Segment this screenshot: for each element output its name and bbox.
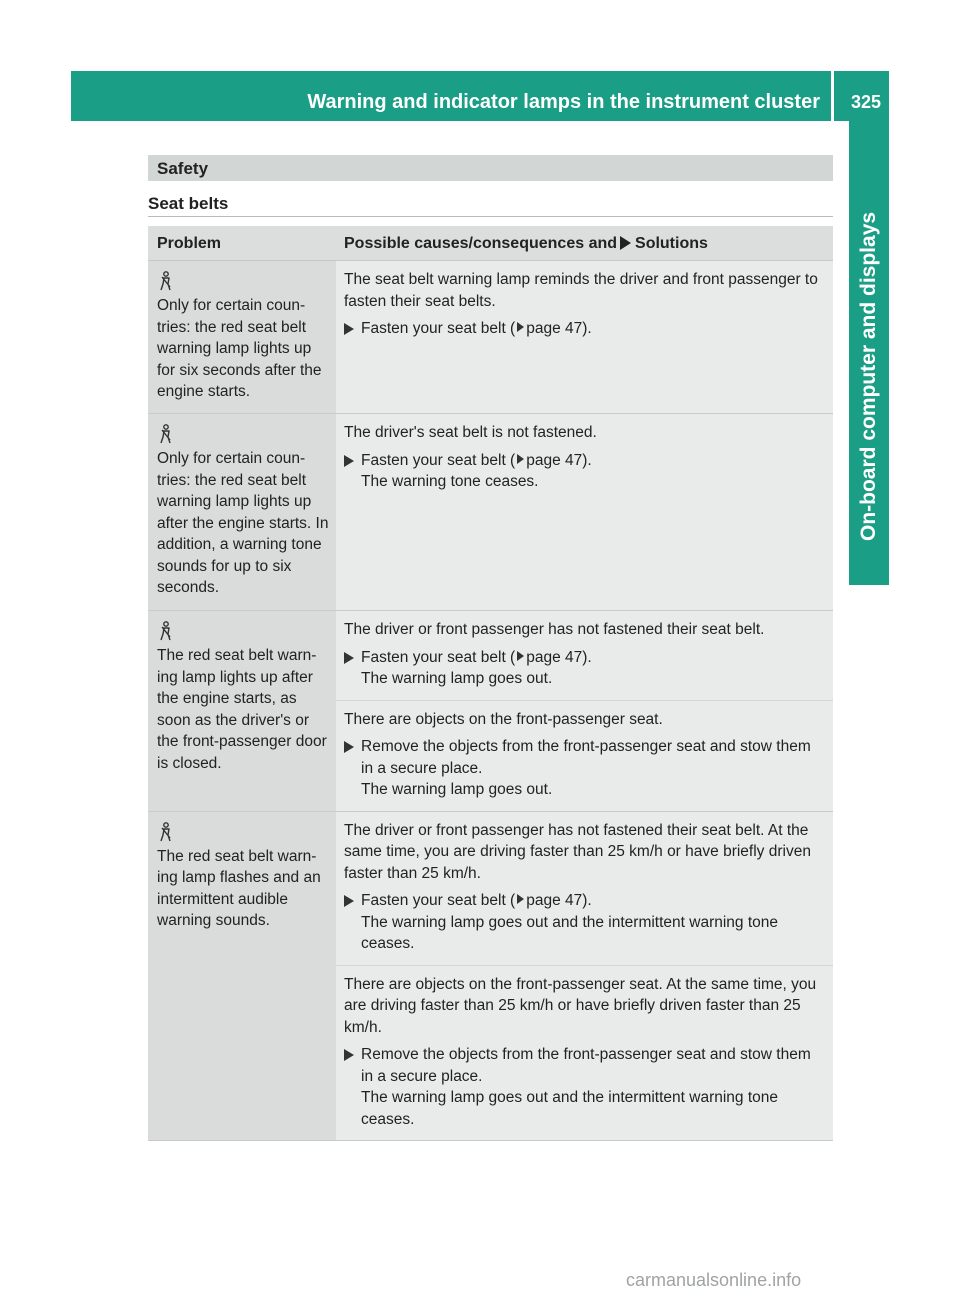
problem-cell bbox=[148, 611, 336, 811]
section-header bbox=[148, 155, 833, 181]
action-arrow-icon bbox=[344, 652, 354, 664]
header-divider bbox=[831, 71, 834, 121]
cause-text: The driver's seat belt is not fastened. bbox=[344, 424, 597, 441]
problem-cell bbox=[148, 812, 336, 1141]
step-text: Remove the objects from the front-passenger seat and stow them in a secure place. bbox=[361, 738, 811, 777]
solution-cell bbox=[336, 414, 833, 610]
action-step bbox=[344, 1044, 827, 1130]
table-header bbox=[148, 226, 833, 261]
cause-text: There are objects on the front-passenger seat. bbox=[344, 710, 663, 728]
action-arrow-icon bbox=[620, 236, 631, 250]
action-arrow-icon bbox=[344, 741, 354, 753]
chapter-tab-text: On-board computer and displays bbox=[857, 211, 880, 541]
column-header-problem: Problem bbox=[157, 235, 222, 252]
action-arrow-icon bbox=[344, 455, 354, 467]
problem-cell bbox=[148, 414, 336, 610]
step-text: Fasten your seat belt ( bbox=[361, 451, 516, 469]
problem-text: Only for certain coun-tries: the red seat belt warning lamp lights up for six seconds after the engine starts. bbox=[157, 297, 322, 400]
cause-block bbox=[336, 611, 833, 700]
cause-block bbox=[336, 700, 833, 811]
section-title: Safety bbox=[157, 159, 209, 178]
step-text: Fasten your seat belt ( bbox=[361, 648, 516, 666]
column-header-solutions-text-a: Possible causes/consequences and bbox=[344, 235, 618, 252]
action-step bbox=[344, 450, 827, 493]
column-header-solutions-text-b: Solutions bbox=[635, 235, 708, 252]
problem-text: Only for certain coun-tries: the red seat belt warning lamp lights up after the engine starts. In addition, a warning tone sounds for up to six seconds. bbox=[157, 450, 329, 596]
step-text: Fasten your seat belt ( bbox=[361, 892, 516, 909]
watermark: carmanualsonline.info bbox=[626, 1270, 802, 1290]
step-result: The warning lamp goes out and the intermittent warning tone ceases. bbox=[361, 1089, 779, 1128]
problem-text: The red seat belt warn-ing lamp lights up after the engine starts, as soon as the driver's or the front-passenger door is closed. bbox=[157, 647, 327, 772]
action-step bbox=[344, 318, 827, 340]
table-row bbox=[148, 261, 833, 414]
table-row bbox=[148, 812, 833, 1142]
page-reference-icon bbox=[517, 322, 524, 332]
solution-cell bbox=[336, 261, 833, 413]
table-row bbox=[148, 414, 833, 611]
problem-cell bbox=[148, 261, 336, 413]
column-header-solutions bbox=[336, 226, 708, 260]
chapter-tab-marker bbox=[849, 543, 889, 585]
chapter-tab bbox=[849, 121, 889, 585]
action-step bbox=[344, 736, 827, 801]
seat-belt-warning-icon bbox=[157, 271, 175, 291]
step-result: The warning lamp goes out and the intermittent warning tone ceases. bbox=[361, 913, 779, 952]
action-arrow-icon bbox=[344, 323, 354, 335]
seat-belt-warning-icon bbox=[157, 621, 175, 641]
page-reference-icon bbox=[517, 454, 524, 464]
solution-cell bbox=[336, 611, 833, 811]
page-reference-icon bbox=[517, 651, 524, 661]
seat-belt-warning-icon bbox=[157, 424, 175, 444]
header-title: Warning and indicator lamps in the instrument cluster bbox=[307, 91, 820, 113]
step-result: The warning tone ceases. bbox=[361, 473, 539, 490]
page-reference-link[interactable]: page 47). bbox=[526, 892, 592, 909]
page-header bbox=[71, 71, 889, 121]
cause-text: The driver or front passenger has not fastened their seat belt. bbox=[344, 621, 765, 638]
step-result: The warning lamp goes out. bbox=[361, 781, 553, 798]
page-reference-link[interactable]: page 47). bbox=[526, 320, 592, 337]
action-step bbox=[344, 890, 827, 955]
page-reference-link[interactable]: page 47). bbox=[526, 451, 592, 469]
step-text: Fasten your seat belt ( bbox=[361, 320, 516, 337]
cause-block bbox=[336, 965, 833, 1141]
action-arrow-icon bbox=[344, 1049, 354, 1061]
cause-text: There are objects on the front-passenger seat. At the same time, you are driving faster than 25 km/h or have briefly driven faster than 25 km/h. bbox=[344, 975, 817, 1036]
table-body bbox=[148, 261, 833, 1141]
cause-text: The seat belt warning lamp reminds the driver and front passenger to fasten their seat belts. bbox=[344, 271, 818, 310]
cause-block bbox=[336, 261, 833, 350]
page-reference-icon bbox=[517, 894, 524, 904]
action-step bbox=[344, 647, 827, 690]
chapter-tab-label bbox=[849, 72, 889, 541]
subsection-rule bbox=[148, 216, 833, 217]
step-result: The warning lamp goes out. bbox=[361, 670, 553, 687]
cause-block bbox=[336, 812, 833, 965]
cause-text: The driver or front passenger has not fastened their seat belt. At the same time, you are driving faster than 25 km/h or have briefly driven faster than 25 km/h. bbox=[344, 821, 811, 882]
subsection-title: Seat belts bbox=[148, 194, 229, 213]
page-number: 325 bbox=[850, 92, 881, 112]
page-reference-link[interactable]: page 47). bbox=[526, 648, 592, 666]
seat-belt-warning-icon bbox=[157, 822, 175, 842]
action-arrow-icon bbox=[344, 895, 354, 907]
warning-table bbox=[148, 226, 833, 1141]
solution-cell bbox=[336, 812, 833, 1141]
cause-block bbox=[336, 414, 833, 503]
step-text: Remove the objects from the front-passenger seat and stow them in a secure place. bbox=[361, 1046, 811, 1085]
problem-text: The red seat belt warn-ing lamp flashes and an intermittent audible warning sounds. bbox=[157, 847, 321, 929]
table-row bbox=[148, 611, 833, 812]
